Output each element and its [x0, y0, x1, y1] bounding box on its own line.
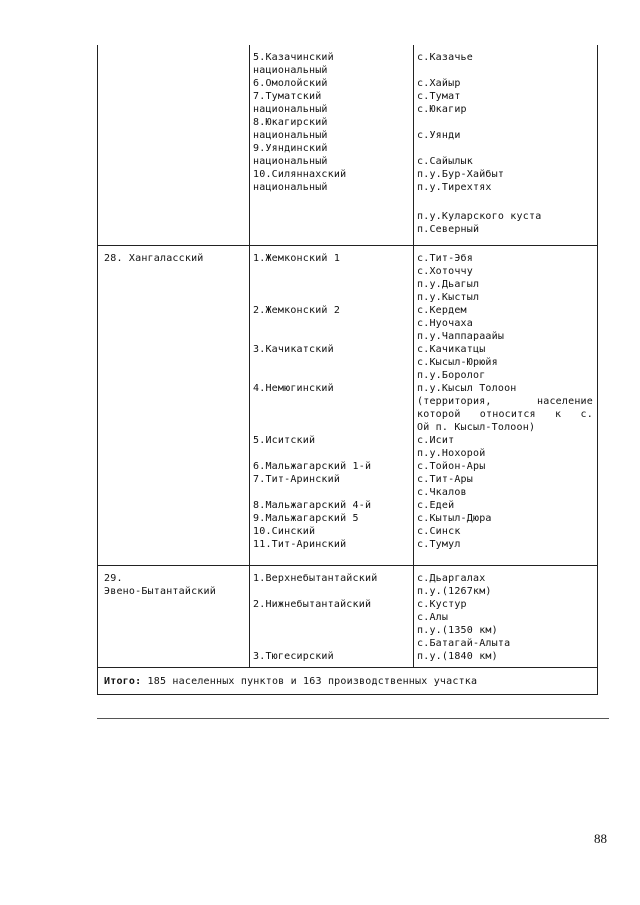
settlement-line: 5.Иситский — [253, 435, 316, 446]
point-line: п.у.Чаппараайы — [417, 331, 505, 342]
settlement-line: 7.Туматский — [253, 91, 322, 102]
table-row — [98, 45, 597, 245]
point-line: которой относится к с. — [417, 409, 593, 420]
settlement-line: национальный — [253, 156, 328, 167]
table-row — [98, 245, 597, 565]
total-value: 185 населенных пунктов и 163 производственных участка — [141, 676, 478, 687]
point-line: с.Синск — [417, 526, 461, 537]
settlement-line: 9.Уяндинский — [253, 143, 328, 154]
settlement-line: 1.Верхнебытантайский — [253, 573, 378, 584]
point-line: с.Дьаргалах — [417, 573, 486, 584]
district-cell — [98, 45, 250, 245]
point-line: Ой п. Кысыл-Толоон) — [417, 422, 536, 433]
point-line: с.Хоточчу — [417, 266, 473, 277]
total-row — [98, 667, 597, 695]
point-line: с.Кысыл-Юрюйя — [417, 357, 498, 368]
points-cell — [414, 566, 597, 667]
point-line: п.у.(1840 км) — [417, 651, 498, 662]
settlement-line: 8.Юкагирский — [253, 117, 328, 128]
settlements-cell — [250, 566, 414, 667]
settlement-line: 2.Жемконский 2 — [253, 305, 341, 316]
point-line: с.Тит-Ары — [417, 474, 473, 485]
point-line: с.Казачье — [417, 52, 473, 63]
point-line: п.Северный — [417, 224, 480, 235]
point-line: п.у.Нохорой — [417, 448, 486, 459]
point-line: с.Батагай-Алыта — [417, 638, 511, 649]
settlement-line: национальный — [253, 130, 328, 141]
point-line: с.Тумат — [417, 91, 461, 102]
point-line: п.у.(1267км) — [417, 586, 492, 597]
settlement-line: 4.Немюгинский — [253, 383, 334, 394]
district-cell — [98, 566, 250, 667]
settlement-line: 8.Мальжагарский 4-й — [253, 500, 372, 511]
total-text — [104, 675, 477, 688]
point-line: с.Тумул — [417, 539, 461, 550]
settlements-cell — [250, 246, 414, 565]
point-line: п.у.Куларского куста — [417, 211, 542, 222]
settlement-line: 2.Нижнебытантайский — [253, 599, 372, 610]
district-line: 28. Хангаласский — [104, 253, 204, 264]
point-line: с.Нуочаха — [417, 318, 473, 329]
district-cell — [98, 246, 250, 565]
district-line: 29. — [104, 573, 123, 584]
point-line: п.у.Тирехтях — [417, 182, 492, 193]
settlement-line: 1.Жемконский 1 — [253, 253, 341, 264]
point-line: с.Тойон-Ары — [417, 461, 486, 472]
points-cell — [414, 246, 597, 565]
settlement-line: 6.Омолойский — [253, 78, 328, 89]
settlements-table — [97, 45, 598, 695]
table-row — [98, 565, 597, 667]
point-line: п.у.Бур-Хайбыт — [417, 169, 505, 180]
point-line: п.у.Боролог — [417, 370, 486, 381]
point-line: (территория, население — [417, 396, 593, 407]
settlement-line: 3.Тюгесирский — [253, 651, 334, 662]
point-line: с.Чкалов — [417, 487, 467, 498]
settlement-line: 5.Казачинский — [253, 52, 334, 63]
settlement-line: 6.Мальжагарский 1-й — [253, 461, 372, 472]
point-line: с.Кустур — [417, 599, 467, 610]
settlement-line: национальный — [253, 182, 328, 193]
point-line: с.Юкагир — [417, 104, 467, 115]
settlement-line: 10.Силяннахский — [253, 169, 347, 180]
settlements-cell — [250, 45, 414, 245]
point-line: с.Алы — [417, 612, 449, 623]
point-line: с.Тит-Эбя — [417, 253, 473, 264]
point-line: с.Хайыр — [417, 78, 461, 89]
point-line: с.Сайылык — [417, 156, 473, 167]
point-line: п.у.(1350 км) — [417, 625, 498, 636]
settlement-line: 7.Тит-Аринский — [253, 474, 341, 485]
total-label: Итого: — [104, 676, 142, 687]
point-line: с.Едей — [417, 500, 455, 511]
settlement-line: 11.Тит-Аринский — [253, 539, 347, 550]
point-line: с.Исит — [417, 435, 455, 446]
point-line: с.Качикатцы — [417, 344, 486, 355]
point-line: п.у.Кыстыл — [417, 292, 480, 303]
point-line: с.Кердем — [417, 305, 467, 316]
settlement-line: национальный — [253, 65, 328, 76]
point-line: с.Кытыл-Дюра — [417, 513, 492, 524]
points-cell — [414, 45, 597, 245]
district-line: Эвено-Бытантайский — [104, 586, 216, 597]
settlement-line: 9.Мальжагарский 5 — [253, 513, 359, 524]
point-line: п.у.Дьагыл — [417, 279, 480, 290]
settlement-line: 3.Качикатский — [253, 344, 334, 355]
settlement-line: 10.Синский — [253, 526, 316, 537]
page-divider — [97, 718, 609, 719]
page-number: 88 — [594, 831, 607, 846]
point-line: п.у.Кысыл Толоон — [417, 383, 517, 394]
point-line: с.Уянди — [417, 130, 461, 141]
settlement-line: национальный — [253, 104, 328, 115]
